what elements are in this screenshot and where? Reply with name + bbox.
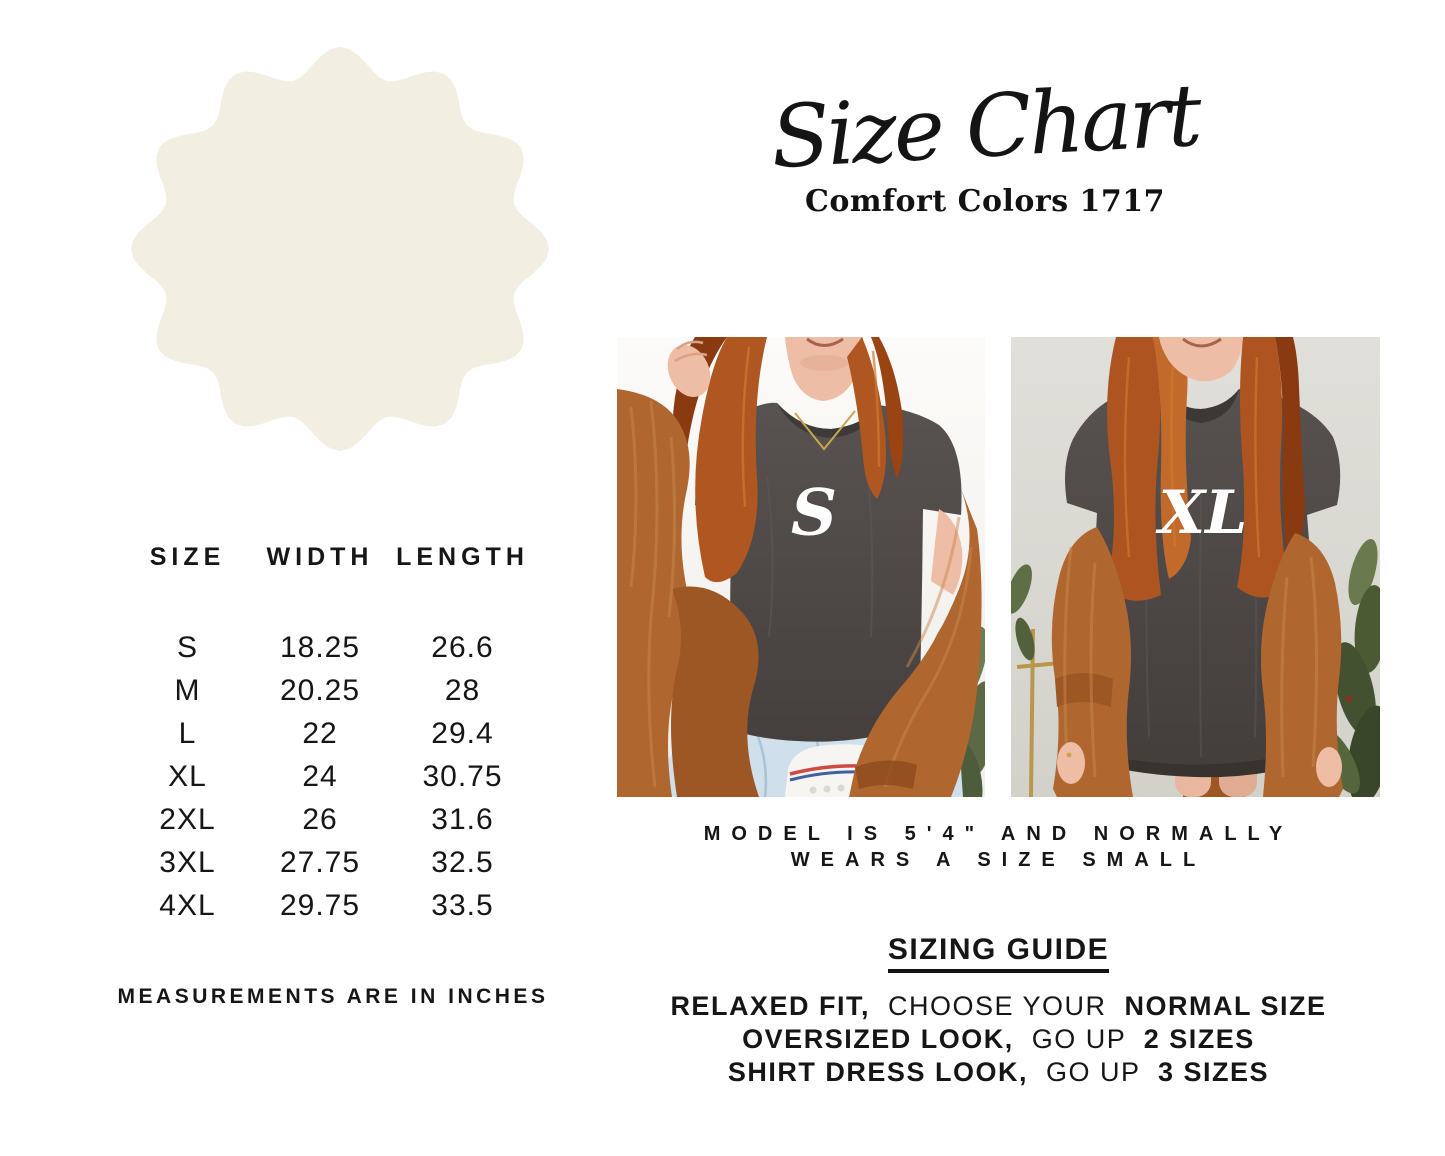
- guide-line-lead: OVERSIZED LOOK,: [742, 1024, 1014, 1054]
- guide-line-lead: SHIRT DRESS LOOK,: [727, 1057, 1028, 1087]
- cell-width: 27.75: [279, 846, 361, 879]
- table-row: [115, 841, 545, 884]
- guide-line-mid: CHOOSE YOUR: [887, 991, 1107, 1021]
- size-table-header: [115, 545, 545, 569]
- table-row: [115, 712, 545, 755]
- guide-line-tail: 2 SIZES: [1143, 1024, 1255, 1054]
- sizing-guide-heading: SIZING GUIDE: [888, 933, 1109, 973]
- guide-line-relaxed: [617, 990, 1380, 1023]
- sizing-guide: [617, 933, 1380, 1089]
- cell-size: 2XL: [159, 803, 216, 836]
- cell-width: 24: [302, 760, 338, 793]
- guide-line-tail: NORMAL SIZE: [1124, 991, 1327, 1021]
- cell-length: 29.4: [431, 717, 494, 750]
- cell-size: XL: [168, 760, 207, 793]
- cell-size: 3XL: [159, 846, 216, 879]
- size-label-xl: XL: [1158, 478, 1248, 548]
- model-caption-line1: MODEL IS 5'4" AND NORMALLY: [703, 823, 1294, 845]
- table-row: [115, 798, 545, 841]
- col-header-size: SIZE: [149, 543, 226, 571]
- guide-line-shirt-dress: [617, 1056, 1380, 1089]
- model-caption: [617, 821, 1380, 873]
- sizing-guide-lines: [617, 990, 1380, 1089]
- model-photo-xl-illustration: [1011, 337, 1380, 797]
- measurements-note: MEASUREMENTS ARE IN INCHES: [117, 985, 549, 1008]
- guide-line-lead: RELAXED FIT,: [670, 991, 870, 1021]
- col-header-width: WIDTH: [266, 543, 374, 571]
- guide-line-mid: GO UP: [1031, 1024, 1126, 1054]
- cell-width: 22: [302, 717, 338, 750]
- guide-line-tail: 3 SIZES: [1158, 1057, 1270, 1087]
- table-row: [115, 626, 545, 669]
- cell-length: 33.5: [431, 889, 494, 922]
- cell-size: 4XL: [159, 889, 216, 922]
- page-subtitle: Comfort Colors 1717: [804, 183, 1166, 219]
- cell-length: 30.75: [422, 760, 503, 793]
- cell-size: S: [176, 631, 198, 664]
- table-row: [115, 884, 545, 927]
- size-label-s: S: [790, 475, 838, 551]
- cell-width: 26: [302, 803, 338, 836]
- cell-width: 18.25: [279, 631, 361, 664]
- page-title: Size Chart: [768, 65, 1202, 189]
- guide-line-oversized: [617, 1023, 1380, 1056]
- size-table-body: [115, 626, 545, 927]
- cell-size: L: [178, 717, 197, 750]
- cell-length: 28: [444, 674, 481, 707]
- model-photo-size-s: [617, 337, 985, 797]
- guide-line-mid: GO UP: [1045, 1057, 1140, 1087]
- col-header-length: LENGTH: [396, 543, 529, 571]
- size-table: [115, 543, 549, 1009]
- scalloped-blob: [130, 46, 550, 452]
- header: [700, 65, 1270, 219]
- cell-length: 26.6: [431, 631, 494, 664]
- cell-size: M: [174, 674, 201, 707]
- table-row: [115, 755, 545, 798]
- model-photo-size-xl: [1011, 337, 1380, 797]
- cell-width: 20.25: [279, 674, 361, 707]
- model-caption-line2: WEARS A SIZE SMALL: [790, 849, 1207, 871]
- cell-length: 32.5: [431, 846, 494, 879]
- cell-length: 31.6: [431, 803, 494, 836]
- cell-width: 29.75: [279, 889, 361, 922]
- table-row: [115, 669, 545, 712]
- model-photo-s-illustration: [617, 337, 985, 797]
